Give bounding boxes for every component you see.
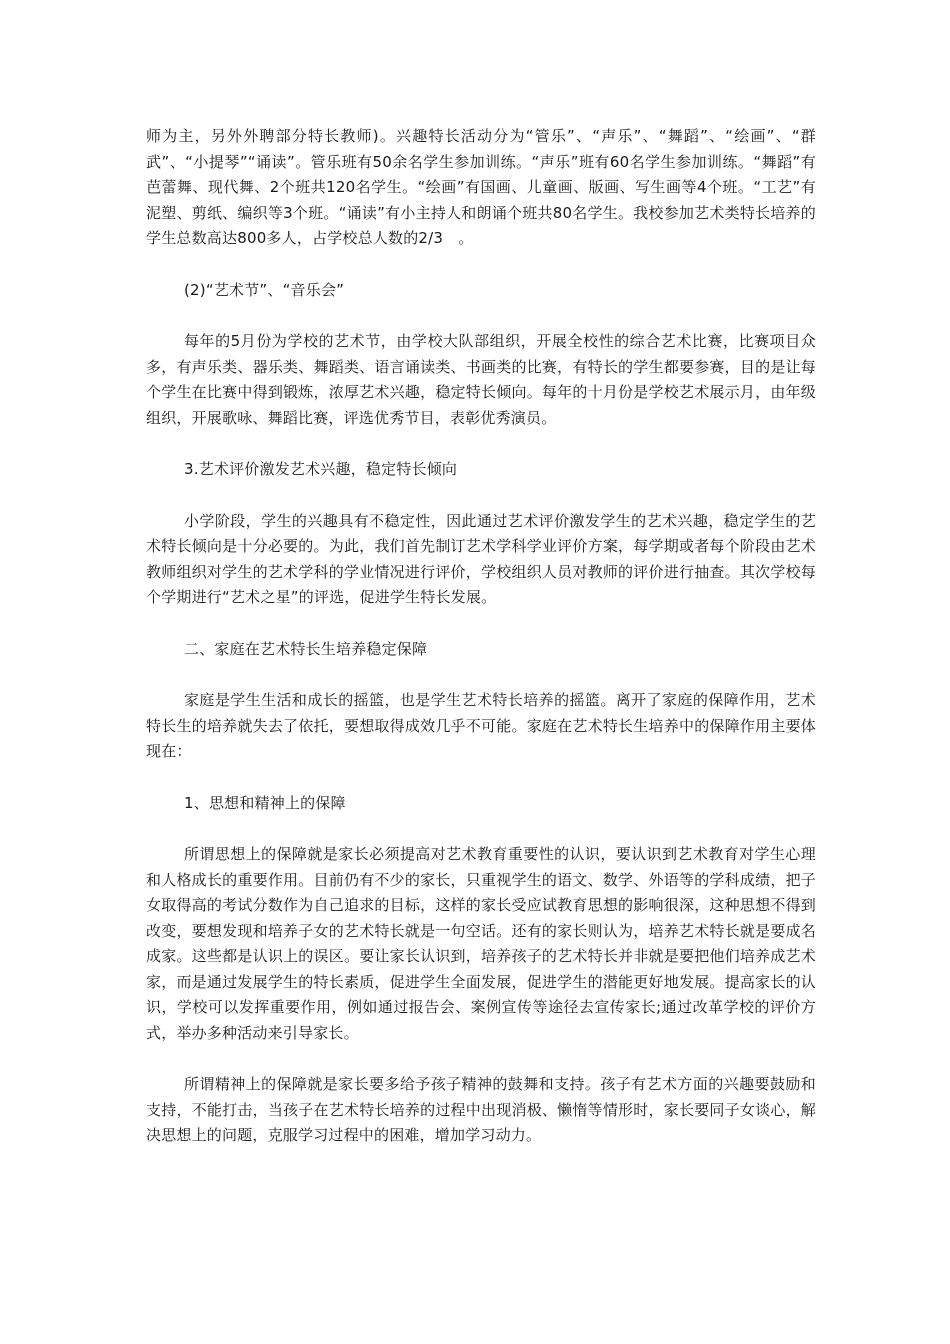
body-paragraph: 师为主，另外外聘部分特长教师)。兴趣特长活动分为“管乐”、“声乐”、“舞蹈”、“绘画”、“群武”、“小提琴”“诵读”。管乐班有50余名学生参加训练。“声乐”班有60名学生参加训练。“舞蹈”有芭蕾舞、现代舞、2个班共120名学生。“绘画”有国画、儿童画、版画、写生画等4个班。“工艺”有泥塑、剪纸、编织等3个班。“诵读”有小主持人和朗诵个班共80名学生。我校参加艺术类特长培养的学生总数高达800多人，占学校总人数的2/3 。 (146, 127, 816, 247)
section-heading: 1、思想和精神上的保障 (184, 793, 346, 812)
document-page (146, 124, 816, 1149)
body-paragraph: 所谓思想上的保障就是家长必须提高对艺术教育重要性的认识，要认识到艺术教育对学生心理和人格成长的重要作用。目前仍有不少的家长，只重视学生的语文、数学、外语等的学科成绩，把子女取得高的考试分数作为自己追求的目标，这样的家长受应试教育思想的影响很深，这种思想不得到改变，要想发现和培养子女的艺术特长就是一句空话。还有的家长则认为，培养艺术特长就是要成名成家。这些都是认识上的误区。要让家长认识到，培养孩子的艺术特长并非就是要把他们培养成艺术家，而是通过发展学生的特长素质，促进学生全面发展，促进学生的潜能更好地发展。提高家长的认识，学校可以发挥重要作用，例如通过报告会、案例宣传等途径去宣传家长;通过改革学校的评价方式，举办多种活动来引导家长。 (146, 845, 816, 1042)
body-paragraph: 每年的5月份为学校的艺术节，由学校大队部组织，开展全校性的综合艺术比赛，比赛项目众多，有声乐类、器乐类、舞蹈类、语言诵读类、书画类的比赛，有特长的学生都要参赛，目的是让每个学生在比赛中得到锻炼，浓厚艺术兴趣，稳定特长倾向。每年的十月份是学校艺术展示月，由年级组织，开展歌咏、舞蹈比赛，评选优秀节目，表彰优秀演员。 (146, 332, 816, 427)
body-paragraph: 小学阶段，学生的兴趣具有不稳定性，因此通过艺术评价激发学生的艺术兴趣，稳定学生的艺术特长倾向是十分必要的。为此，我们首先制订艺术学科学业评价方案，每学期或者每个阶段由艺术教师组织对学生的艺术学科的学业情况进行评价，学校组织人员对教师的评价进行抽查。其次学校每个学期进行“艺术之星”的评选，促进学生特长发展。 (146, 511, 816, 606)
body-paragraph: 家庭是学生生活和成长的摇篮，也是学生艺术特长培养的摇篮。离开了家庭的保障作用，艺术特长生的培养就失去了依托，要想取得成效几乎不可能。家庭在艺术特长生培养中的保障作用主要体现在： (146, 691, 816, 760)
section-heading: 3.艺术评价激发艺术兴趣，稳定特长倾向 (184, 460, 458, 478)
body-paragraph: 所谓精神上的保障就是家长要多给予孩子精神的鼓舞和支持。孩子有艺术方面的兴趣要鼓励和支持，不能打击，当孩子在艺术特长培养的过程中出现消极、懒惰等情形时，家长要同子女谈心，解决思想上的问题，克服学习过程中的困难，增加学习动力。 (146, 1075, 816, 1144)
section-heading: 二、家庭在艺术特长生培养稳定保障 (184, 639, 428, 658)
section-heading: (2)“艺术节”、“音乐会” (184, 280, 345, 299)
